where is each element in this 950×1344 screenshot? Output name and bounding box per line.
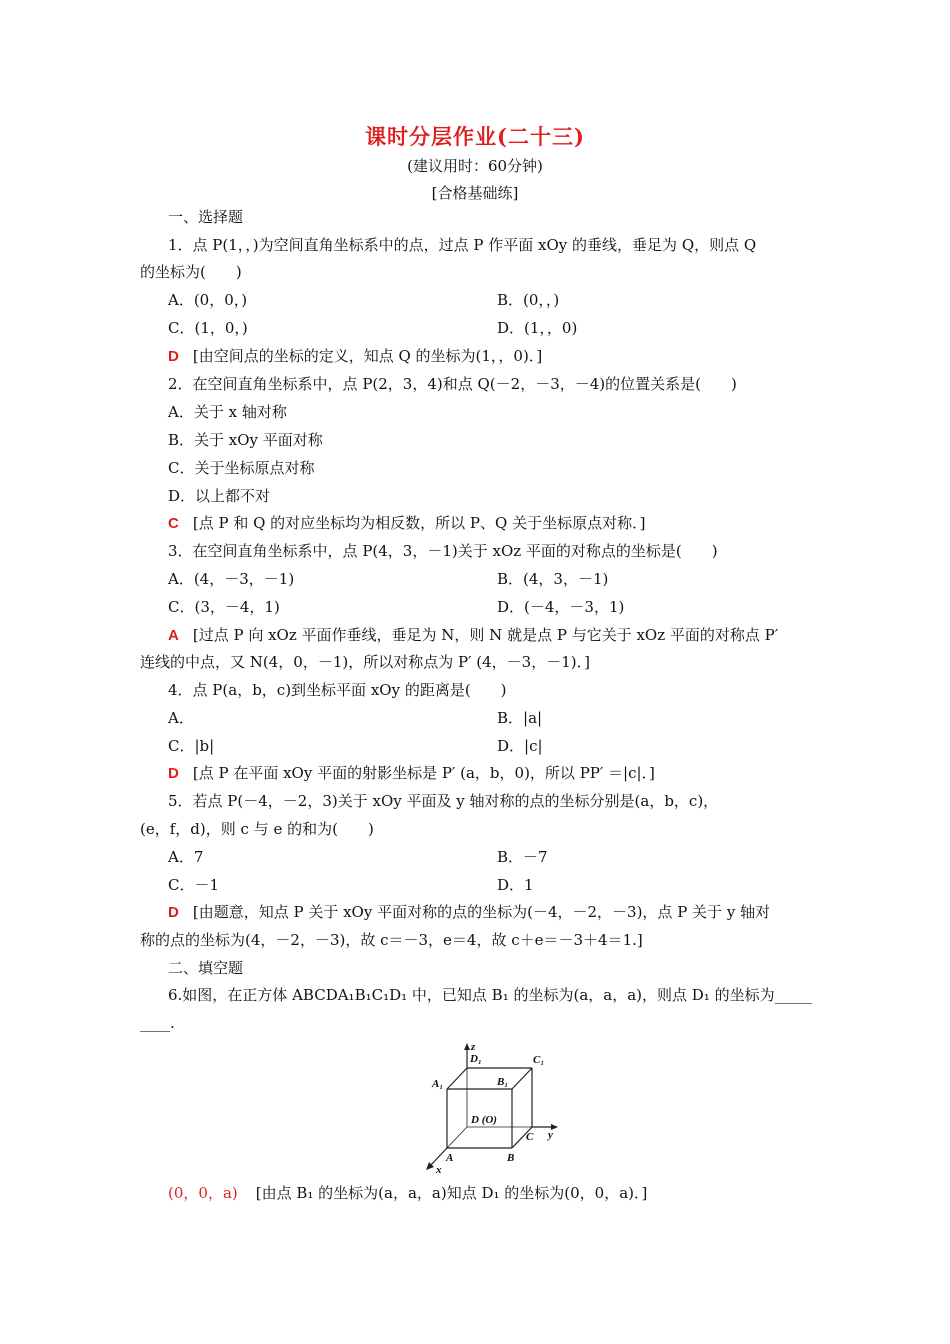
time-note: (建议用时：60分钟): [407, 157, 543, 175]
q2-option-d: D．以上都不对: [168, 487, 271, 505]
q4-option-d: D．|c|: [497, 737, 543, 755]
level-label: [合格基础练]: [431, 184, 519, 202]
q4-explanation: [点 P 在平面 xOy 平面的射影坐标是 P′ (a，b，0)，所以 PP′ ＝|c|．]: [192, 764, 655, 782]
q2-answer: C: [168, 515, 179, 532]
q2-option-a: A．关于 x 轴对称: [168, 403, 287, 421]
cube-diagram: [420, 1040, 560, 1175]
q1-solution: [168, 346, 858, 367]
q1-answer: D: [168, 348, 179, 365]
q5-stem-line1: 5．若点 P(－4，－2，3)关于 xOy 平面及 y 轴对称的点的坐标分别是(a，b，c)，: [168, 792, 719, 810]
q1-option-d: D．(1，，0): [497, 319, 578, 337]
section-heading-choice: 一、选择题: [168, 208, 244, 226]
q3-solution: [168, 625, 858, 646]
q5-explanation-line2: 称的点的坐标为(4，－2，－3)，故 c＝－3，e＝4，故 c＋e＝－3＋4＝1.]: [140, 931, 643, 949]
q1-stem-line1: 1．点 P(1，，)为空间直角坐标系中的点，过点 P 作平面 xOy 的垂线，垂足为 Q，则点 Q: [168, 236, 757, 254]
q3-option-a: A．(4，－3，－1): [168, 570, 295, 588]
label-c: C: [526, 1131, 534, 1143]
q1-stem-line2: 的坐标为( ): [140, 263, 242, 281]
q3-option-c: C．(3，－4，1): [168, 598, 280, 616]
q3-answer: A: [168, 627, 179, 644]
q3-explanation-line2: 连线的中点，又 N(4，0，－1)，所以对称点为 P′ (4，－3，－1)．]: [140, 653, 590, 671]
q5-option-a: A．7: [168, 848, 204, 866]
q4-stem: 4．点 P(a，b，c)到坐标平面 xOy 的距离是( ): [168, 681, 507, 699]
q4-solution: [168, 763, 858, 784]
q4-answer: D: [168, 765, 179, 782]
q2-explanation: [点 P 和 Q 的对应坐标均为相反数，所以 P、Q 关于坐标原点对称．]: [192, 514, 646, 532]
label-b: B: [507, 1152, 515, 1164]
q6-answer: (0，0，a): [168, 1184, 238, 1202]
q4-option-b: B．|a|: [497, 709, 543, 727]
q5-option-d: D．1: [497, 876, 534, 894]
q2-stem: 2．在空间直角坐标系中，点 P(2，3，4)和点 Q(－2，－3，－4)的位置关系是( ): [168, 375, 737, 393]
q5-option-c: C．－1: [168, 876, 220, 894]
cube-figure: [420, 1040, 560, 1175]
q5-option-b: B．－7: [497, 848, 548, 866]
page-title: 课时分层作业(二十三): [365, 124, 585, 149]
q6-solution: [168, 1183, 858, 1203]
q5-stem-line2: (e，f，d)，则 c 与 e 的和为( ): [140, 820, 374, 838]
q2-option-b: B．关于 xOy 平面对称: [168, 431, 323, 449]
q2-option-c: C．关于坐标原点对称: [168, 459, 315, 477]
q3-explanation-line1: [过点 P 向 xOz 平面作垂线，垂足为 N，则 N 就是点 P 与它关于 xOz 平面的对称点 P′: [192, 626, 779, 644]
q4-option-c: C．|b|: [168, 737, 215, 755]
label-b1: B₁: [497, 1076, 509, 1088]
q1-option-a: A．(0，0，): [168, 291, 248, 309]
q5-solution: [168, 902, 858, 923]
label-c1: C₁: [533, 1054, 545, 1066]
label-a: A: [446, 1152, 454, 1164]
label-d1: D₁: [470, 1053, 482, 1065]
label-y: y: [548, 1129, 553, 1141]
q2-solution: [168, 513, 858, 534]
q6-explanation: [由点 B₁ 的坐标为(a，a，a)知点 D₁ 的坐标为(0，0，a)．]: [255, 1184, 648, 1202]
label-a1: A₁: [432, 1078, 444, 1090]
q5-explanation-line1: [由题意，知点 P 关于 xOy 平面对称的点的坐标为(－4，－2，－3)，点 P 关于 y 轴对: [192, 903, 771, 921]
label-x: x: [436, 1164, 442, 1175]
q3-option-d: D．(－4，－3，1): [497, 598, 625, 616]
q1-explanation: [由空间点的坐标的定义，知点 Q 的坐标为(1，，0)．]: [192, 347, 543, 365]
label-d-origin: D (O): [471, 1114, 497, 1126]
z-arrow-icon: [464, 1043, 470, 1050]
q3-option-b: B．(4，3，－1): [497, 570, 609, 588]
label-z: z: [471, 1041, 476, 1053]
q6-stem-line1: 6.如图，在正方体 ABCDA₁B₁C₁D₁ 中，已知点 B₁ 的坐标为(a，a，a)，则点 D₁ 的坐标为_____: [168, 986, 813, 1004]
q4-option-a: A．: [168, 709, 194, 727]
q5-answer: D: [168, 904, 179, 921]
q1-option-c: C．(1，0，): [168, 319, 248, 337]
section-heading-fill: 二、填空题: [168, 959, 244, 977]
q1-option-b: B．(0，，): [497, 291, 560, 309]
q3-stem: 3．在空间直角坐标系中，点 P(4，3，－1)关于 xOz 平面的对称点的坐标是( ): [168, 542, 718, 560]
q6-stem-line2: ____.: [140, 1014, 175, 1032]
